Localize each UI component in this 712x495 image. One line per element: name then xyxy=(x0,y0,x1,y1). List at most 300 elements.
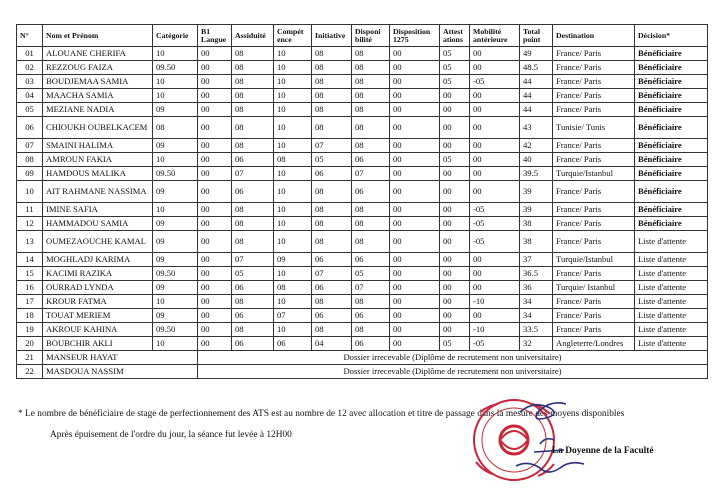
cell-col-num: 09 xyxy=(17,167,43,181)
cell-col-name: AKROUF KAHINA xyxy=(43,323,153,337)
cell-col-name: TOUAT MERIEM xyxy=(43,309,153,323)
cell-col-attestations: 05 xyxy=(440,61,470,75)
header-col-competence: Compét ence xyxy=(274,25,312,47)
cell-col-destination: France/ Paris xyxy=(553,323,635,337)
table-row xyxy=(17,153,708,167)
cell-col-category: 09 xyxy=(153,281,198,295)
cell-col-competence: 07 xyxy=(274,309,312,323)
cell-col-b1-langue: 00 xyxy=(198,75,232,89)
cell-col-disponibilite: 06 xyxy=(352,309,390,323)
cell-col-attestations: 00 xyxy=(440,323,470,337)
cell-col-b1-langue: 00 xyxy=(198,295,232,309)
cell-col-destination: France/ Paris xyxy=(553,139,635,153)
cell-col-name: HAMDOUS MALIKA xyxy=(43,167,153,181)
cell-col-total: 39.5 xyxy=(520,167,553,181)
cell-col-num: 10 xyxy=(17,181,43,203)
cell-col-total: 39 xyxy=(520,181,553,203)
cell-col-total: 42 xyxy=(520,139,553,153)
cell-col-num: 11 xyxy=(17,203,43,217)
cell-col-mobilite: 00 xyxy=(470,103,520,117)
cell-col-name: HAMMADOU SAMIA xyxy=(43,217,153,231)
table-row xyxy=(17,61,708,75)
cell-col-competence: 10 xyxy=(274,203,312,217)
cell-col-decision: Bénéficiaire xyxy=(635,217,708,231)
cell-col-assiduite: 08 xyxy=(232,231,274,253)
cell-col-mobilite: 00 xyxy=(470,61,520,75)
cell-col-initiative: 08 xyxy=(312,103,352,117)
header-col-category: Catégorie xyxy=(153,25,198,47)
cell-col-competence: 10 xyxy=(274,323,312,337)
cell-col-destination: France/ Paris xyxy=(553,309,635,323)
cell-col-disponibilite: 08 xyxy=(352,139,390,153)
cell-col-num: 12 xyxy=(17,217,43,231)
table-row xyxy=(17,203,708,217)
cell-col-num: 03 xyxy=(17,75,43,89)
cell-col-b1-langue: 00 xyxy=(198,323,232,337)
cell-col-disponibilite: 08 xyxy=(352,217,390,231)
cell-col-decision: Liste d'attente xyxy=(635,281,708,295)
cell-col-attestations: 00 xyxy=(440,253,470,267)
cell-col-initiative: 08 xyxy=(312,323,352,337)
cell-col-category: 10 xyxy=(153,153,198,167)
cell-col-assiduite: 08 xyxy=(232,61,274,75)
cell-col-mobilite: 00 xyxy=(470,309,520,323)
cell-col-destination: Turquie/Istanbul xyxy=(553,167,635,181)
cell-col-disposition-1275: 00 xyxy=(390,253,440,267)
cell-col-competence: 10 xyxy=(274,117,312,139)
cell-col-initiative: 08 xyxy=(312,117,352,139)
cell-col-initiative: 06 xyxy=(312,309,352,323)
table-body xyxy=(17,47,708,379)
cell-col-decision: Liste d'attente xyxy=(635,295,708,309)
cell-col-competence: 06 xyxy=(274,337,312,351)
cell-col-b1-langue: 00 xyxy=(198,103,232,117)
cell-col-competence: 10 xyxy=(274,75,312,89)
cell-col-category: 10 xyxy=(153,203,198,217)
cell-col-disposition-1275: 00 xyxy=(390,337,440,351)
cell-col-category: 09 xyxy=(153,217,198,231)
cell-col-destination: France/ Paris xyxy=(553,89,635,103)
table-row xyxy=(17,181,708,203)
cell-col-initiative: 08 xyxy=(312,47,352,61)
table-row xyxy=(17,103,708,117)
cell-col-total: 36.5 xyxy=(520,267,553,281)
cell-col-competence: 10 xyxy=(274,61,312,75)
cell-col-mobilite: 00 xyxy=(470,139,520,153)
header-col-destination: Destination xyxy=(553,25,635,47)
cell-col-decision: Liste d'attente xyxy=(635,267,708,281)
cell-col-disposition-1275: 00 xyxy=(390,267,440,281)
cell-col-attestations: 00 xyxy=(440,281,470,295)
cell-col-disposition-1275: 00 xyxy=(390,103,440,117)
cell-col-competence: 08 xyxy=(274,281,312,295)
cell-col-decision: Liste d'attente xyxy=(635,323,708,337)
cell-col-category: 10 xyxy=(153,295,198,309)
cell-col-category: 09 xyxy=(153,103,198,117)
cell-col-name: SMAINI HALIMA xyxy=(43,139,153,153)
cell-col-disposition-1275: 00 xyxy=(390,89,440,103)
cell-col-num: 20 xyxy=(17,337,43,351)
cell-irrecevable-note: Dossier irrecevable (Diplôme de recrutement non universitaire) xyxy=(198,351,708,365)
cell-col-initiative: 06 xyxy=(312,167,352,181)
cell-col-category: 09.50 xyxy=(153,167,198,181)
cell-col-name: MASDOUA NASSIM xyxy=(43,365,198,379)
cell-col-destination: France/ Paris xyxy=(553,203,635,217)
cell-col-attestations: 00 xyxy=(440,217,470,231)
cell-col-disposition-1275: 00 xyxy=(390,203,440,217)
cell-col-disposition-1275: 00 xyxy=(390,117,440,139)
cell-col-disposition-1275: 00 xyxy=(390,309,440,323)
cell-col-disponibilite: 06 xyxy=(352,181,390,203)
cell-col-destination: France/ Paris xyxy=(553,217,635,231)
table-row xyxy=(17,117,708,139)
table-row xyxy=(17,47,708,61)
cell-col-decision: Bénéficiaire xyxy=(635,103,708,117)
cell-col-mobilite: 00 xyxy=(470,253,520,267)
cell-col-decision: Bénéficiaire xyxy=(635,181,708,203)
cell-col-disponibilite: 08 xyxy=(352,75,390,89)
cell-col-decision: Bénéficiaire xyxy=(635,47,708,61)
cell-col-total: 37 xyxy=(520,253,553,267)
cell-col-total: 38 xyxy=(520,217,553,231)
cell-col-disponibilite: 06 xyxy=(352,253,390,267)
cell-col-b1-langue: 00 xyxy=(198,309,232,323)
header-col-total: Total point xyxy=(520,25,553,47)
table-row xyxy=(17,89,708,103)
cell-col-name: OURRAD LYNDA xyxy=(43,281,153,295)
cell-col-assiduite: 08 xyxy=(232,203,274,217)
cell-col-mobilite: -05 xyxy=(470,231,520,253)
cell-col-category: 10 xyxy=(153,337,198,351)
header-col-assiduite: Assiduité xyxy=(232,25,274,47)
cell-col-decision: Bénéficiaire xyxy=(635,167,708,181)
cell-col-num: 14 xyxy=(17,253,43,267)
cell-col-competence: 10 xyxy=(274,295,312,309)
cell-col-total: 43 xyxy=(520,117,553,139)
cell-col-num: 05 xyxy=(17,103,43,117)
cell-col-attestations: 00 xyxy=(440,295,470,309)
cell-col-disposition-1275: 00 xyxy=(390,281,440,295)
cell-col-competence: 10 xyxy=(274,231,312,253)
cell-col-category: 09.50 xyxy=(153,323,198,337)
cell-col-decision: Liste d'attente xyxy=(635,309,708,323)
cell-col-name: BOUDJEMAA SAMIA xyxy=(43,75,153,89)
cell-col-disponibilite: 06 xyxy=(352,153,390,167)
header-col-attestations: Attest ations xyxy=(440,25,470,47)
cell-col-name: BOUBCHIR AKLI xyxy=(43,337,153,351)
cell-col-disponibilite: 08 xyxy=(352,231,390,253)
cell-col-category: 08 xyxy=(153,117,198,139)
header-col-name: Nom et Prénom xyxy=(43,25,153,47)
cell-col-assiduite: 08 xyxy=(232,323,274,337)
cell-col-attestations: 00 xyxy=(440,103,470,117)
cell-col-num: 17 xyxy=(17,295,43,309)
header-col-disponibilite: Disponi bilité xyxy=(352,25,390,47)
cell-col-competence: 10 xyxy=(274,47,312,61)
cell-col-disponibilite: 08 xyxy=(352,203,390,217)
cell-col-num: 13 xyxy=(17,231,43,253)
cell-col-b1-langue: 00 xyxy=(198,153,232,167)
cell-col-disposition-1275: 00 xyxy=(390,167,440,181)
cell-col-disponibilite: 06 xyxy=(352,337,390,351)
cell-col-total: 32 xyxy=(520,337,553,351)
header-col-initiative: Initiative xyxy=(312,25,352,47)
cell-col-assiduite: 06 xyxy=(232,309,274,323)
table-row xyxy=(17,139,708,153)
cell-col-destination: France/ Paris xyxy=(553,103,635,117)
cell-col-disponibilite: 07 xyxy=(352,167,390,181)
cell-col-mobilite: -10 xyxy=(470,323,520,337)
cell-col-attestations: 00 xyxy=(440,203,470,217)
cell-col-disponibilite: 08 xyxy=(352,295,390,309)
cell-col-category: 10 xyxy=(153,89,198,103)
cell-col-destination: Angleterre/Londres xyxy=(553,337,635,351)
cell-col-destination: France/ Paris xyxy=(553,267,635,281)
cell-col-assiduite: 08 xyxy=(232,47,274,61)
cell-col-disposition-1275: 00 xyxy=(390,47,440,61)
cell-col-mobilite: 00 xyxy=(470,181,520,203)
cell-col-b1-langue: 00 xyxy=(198,181,232,203)
cell-col-competence: 10 xyxy=(274,167,312,181)
cell-col-disposition-1275: 00 xyxy=(390,75,440,89)
cell-col-category: 09 xyxy=(153,253,198,267)
signature-title: La Doyenne de la Faculté xyxy=(552,446,654,456)
table-row xyxy=(17,231,708,253)
cell-col-initiative: 07 xyxy=(312,267,352,281)
cell-col-disposition-1275: 00 xyxy=(390,181,440,203)
cell-col-destination: France/ Paris xyxy=(553,231,635,253)
cell-col-assiduite: 08 xyxy=(232,217,274,231)
cell-col-b1-langue: 00 xyxy=(198,117,232,139)
cell-col-assiduite: 08 xyxy=(232,89,274,103)
cell-col-initiative: 07 xyxy=(312,139,352,153)
table-row xyxy=(17,75,708,89)
cell-col-attestations: 00 xyxy=(440,231,470,253)
cell-col-b1-langue: 00 xyxy=(198,231,232,253)
cell-col-num: 16 xyxy=(17,281,43,295)
header-col-decision: Décision* xyxy=(635,25,708,47)
cell-col-assiduite: 06 xyxy=(232,153,274,167)
cell-col-competence: 10 xyxy=(274,139,312,153)
cell-col-name: CHIOUKH OUBELKACEM xyxy=(43,117,153,139)
cell-col-b1-langue: 00 xyxy=(198,61,232,75)
cell-col-b1-langue: 00 xyxy=(198,47,232,61)
cell-col-assiduite: 07 xyxy=(232,167,274,181)
cell-col-total: 48.5 xyxy=(520,61,553,75)
cell-col-initiative: 05 xyxy=(312,153,352,167)
cell-col-assiduite: 08 xyxy=(232,75,274,89)
cell-col-num: 19 xyxy=(17,323,43,337)
cell-col-attestations: 05 xyxy=(440,337,470,351)
cell-col-mobilite: 00 xyxy=(470,281,520,295)
cell-col-name: IMINE SAFIA xyxy=(43,203,153,217)
cell-col-disponibilite: 08 xyxy=(352,117,390,139)
cell-col-assiduite: 06 xyxy=(232,337,274,351)
cell-col-name: AMROUN FAKIA xyxy=(43,153,153,167)
table-row xyxy=(17,281,708,295)
cell-col-attestations: 00 xyxy=(440,181,470,203)
cell-col-name: ALOUANE CHERIFA xyxy=(43,47,153,61)
cell-col-num: 18 xyxy=(17,309,43,323)
cell-col-mobilite: 00 xyxy=(470,89,520,103)
cell-col-decision: Liste d'attente xyxy=(635,337,708,351)
cell-col-b1-langue: 00 xyxy=(198,203,232,217)
table-row xyxy=(17,323,708,337)
results-table xyxy=(16,24,708,379)
cell-col-assiduite: 05 xyxy=(232,267,274,281)
cell-col-attestations: 00 xyxy=(440,267,470,281)
cell-col-name: KROUR FATMA xyxy=(43,295,153,309)
closing-statement: Après épuisement de l'ordre du jour, la séance fut levée à 12H00 xyxy=(50,430,292,440)
cell-col-total: 39 xyxy=(520,203,553,217)
cell-col-decision: Bénéficiaire xyxy=(635,89,708,103)
cell-col-disponibilite: 08 xyxy=(352,61,390,75)
cell-col-destination: Turquie/ Istanbul xyxy=(553,281,635,295)
cell-col-total: 33.5 xyxy=(520,323,553,337)
cell-col-b1-langue: 00 xyxy=(198,167,232,181)
cell-col-category: 09 xyxy=(153,181,198,203)
cell-col-attestations: 00 xyxy=(440,89,470,103)
cell-irrecevable-note: Dossier irrecevable (Diplôme de recrutement non universitaire) xyxy=(198,365,708,379)
table-row xyxy=(17,267,708,281)
cell-col-initiative: 08 xyxy=(312,295,352,309)
cell-col-disposition-1275: 00 xyxy=(390,323,440,337)
cell-col-competence: 10 xyxy=(274,181,312,203)
cell-col-b1-langue: 00 xyxy=(198,139,232,153)
cell-col-attestations: 00 xyxy=(440,309,470,323)
cell-col-num: 07 xyxy=(17,139,43,153)
cell-col-disposition-1275: 00 xyxy=(390,217,440,231)
table-row xyxy=(17,309,708,323)
cell-col-attestations: 05 xyxy=(440,153,470,167)
cell-col-b1-langue: 00 xyxy=(198,89,232,103)
cell-col-b1-langue: 00 xyxy=(198,253,232,267)
cell-col-destination: France/ Paris xyxy=(553,153,635,167)
cell-col-initiative: 06 xyxy=(312,281,352,295)
cell-col-total: 40 xyxy=(520,153,553,167)
cell-col-name: MANSEUR HAYAT xyxy=(43,351,198,365)
cell-col-b1-langue: 00 xyxy=(198,337,232,351)
cell-col-competence: 10 xyxy=(274,217,312,231)
cell-col-num: 02 xyxy=(17,61,43,75)
cell-col-disposition-1275: 00 xyxy=(390,61,440,75)
table-row xyxy=(17,217,708,231)
cell-col-competence: 09 xyxy=(274,253,312,267)
cell-col-num: 21 xyxy=(17,351,43,365)
cell-col-decision: Bénéficiaire xyxy=(635,139,708,153)
cell-col-category: 09 xyxy=(153,139,198,153)
cell-col-disponibilite: 08 xyxy=(352,47,390,61)
header-col-mobilite: Mobilité antérieure xyxy=(470,25,520,47)
cell-col-disponibilite: 08 xyxy=(352,323,390,337)
cell-col-destination: France/ Paris xyxy=(553,47,635,61)
cell-col-competence: 10 xyxy=(274,103,312,117)
cell-col-destination: France/ Paris xyxy=(553,75,635,89)
cell-col-total: 38 xyxy=(520,231,553,253)
cell-col-name: REZZOUG FAIZA xyxy=(43,61,153,75)
cell-col-total: 34 xyxy=(520,295,553,309)
cell-col-assiduite: 08 xyxy=(232,103,274,117)
cell-col-disponibilite: 08 xyxy=(352,103,390,117)
cell-col-assiduite: 08 xyxy=(232,139,274,153)
cell-col-mobilite: 00 xyxy=(470,153,520,167)
cell-col-attestations: 05 xyxy=(440,75,470,89)
cell-col-mobilite: 00 xyxy=(470,47,520,61)
table-row-irrecevable xyxy=(17,351,708,365)
cell-col-attestations: 00 xyxy=(440,167,470,181)
cell-col-mobilite: -05 xyxy=(470,203,520,217)
cell-col-initiative: 08 xyxy=(312,61,352,75)
cell-col-total: 44 xyxy=(520,75,553,89)
cell-col-mobilite: 00 xyxy=(470,167,520,181)
cell-col-category: 09.50 xyxy=(153,267,198,281)
cell-col-mobilite: -10 xyxy=(470,295,520,309)
cell-col-decision: Bénéficiaire xyxy=(635,153,708,167)
cell-col-initiative: 08 xyxy=(312,203,352,217)
header-col-num: N° xyxy=(17,25,43,47)
table-row-irrecevable xyxy=(17,365,708,379)
cell-col-decision: Liste d'attente xyxy=(635,253,708,267)
cell-col-disposition-1275: 00 xyxy=(390,153,440,167)
cell-col-assiduite: 07 xyxy=(232,253,274,267)
cell-col-name: KACIMI RAZIKA xyxy=(43,267,153,281)
cell-col-total: 49 xyxy=(520,47,553,61)
cell-col-num: 15 xyxy=(17,267,43,281)
cell-col-decision: Bénéficiaire xyxy=(635,61,708,75)
cell-col-mobilite: 00 xyxy=(470,117,520,139)
header-col-disposition-1275: Disposition 1275 xyxy=(390,25,440,47)
cell-col-category: 09.50 xyxy=(153,61,198,75)
cell-col-assiduite: 06 xyxy=(232,181,274,203)
cell-col-initiative: 08 xyxy=(312,181,352,203)
cell-col-competence: 10 xyxy=(274,89,312,103)
cell-col-disposition-1275: 00 xyxy=(390,231,440,253)
header-col-b1-langue: B1 Langue xyxy=(198,25,232,47)
footnote: * Le nombre de bénéficiaire de stage de perfectionnement des ATS est au nombre de 12 avec allocation et titre de passage dans la mesure des moyens disponibles xyxy=(18,409,625,419)
cell-col-decision: Bénéficiaire xyxy=(635,203,708,217)
cell-col-destination: Tunisie/ Tunis xyxy=(553,117,635,139)
cell-col-assiduite: 08 xyxy=(232,117,274,139)
cell-col-initiative: 08 xyxy=(312,89,352,103)
cell-col-mobilite: -05 xyxy=(470,337,520,351)
cell-col-destination: France/ Paris xyxy=(553,181,635,203)
cell-col-b1-langue: 00 xyxy=(198,267,232,281)
cell-col-b1-langue: 00 xyxy=(198,281,232,295)
table-row xyxy=(17,167,708,181)
cell-col-destination: France/ Paris xyxy=(553,295,635,309)
table-row xyxy=(17,337,708,351)
table-row xyxy=(17,253,708,267)
cell-col-category: 09 xyxy=(153,309,198,323)
cell-col-num: 22 xyxy=(17,365,43,379)
cell-col-assiduite: 08 xyxy=(232,295,274,309)
cell-col-attestations: 05 xyxy=(440,47,470,61)
cell-col-num: 01 xyxy=(17,47,43,61)
cell-col-disposition-1275: 00 xyxy=(390,139,440,153)
cell-col-destination: France/ Paris xyxy=(553,61,635,75)
cell-col-disposition-1275: 00 xyxy=(390,295,440,309)
cell-col-initiative: 06 xyxy=(312,253,352,267)
cell-col-disponibilite: 08 xyxy=(352,89,390,103)
cell-col-category: 09 xyxy=(153,231,198,253)
cell-col-total: 44 xyxy=(520,103,553,117)
cell-col-mobilite: 00 xyxy=(470,267,520,281)
cell-col-initiative: 08 xyxy=(312,75,352,89)
cell-col-name: AIT RAHMANE NASSIMA xyxy=(43,181,153,203)
cell-col-disponibilite: 07 xyxy=(352,281,390,295)
cell-col-total: 34 xyxy=(520,309,553,323)
cell-col-assiduite: 06 xyxy=(232,281,274,295)
